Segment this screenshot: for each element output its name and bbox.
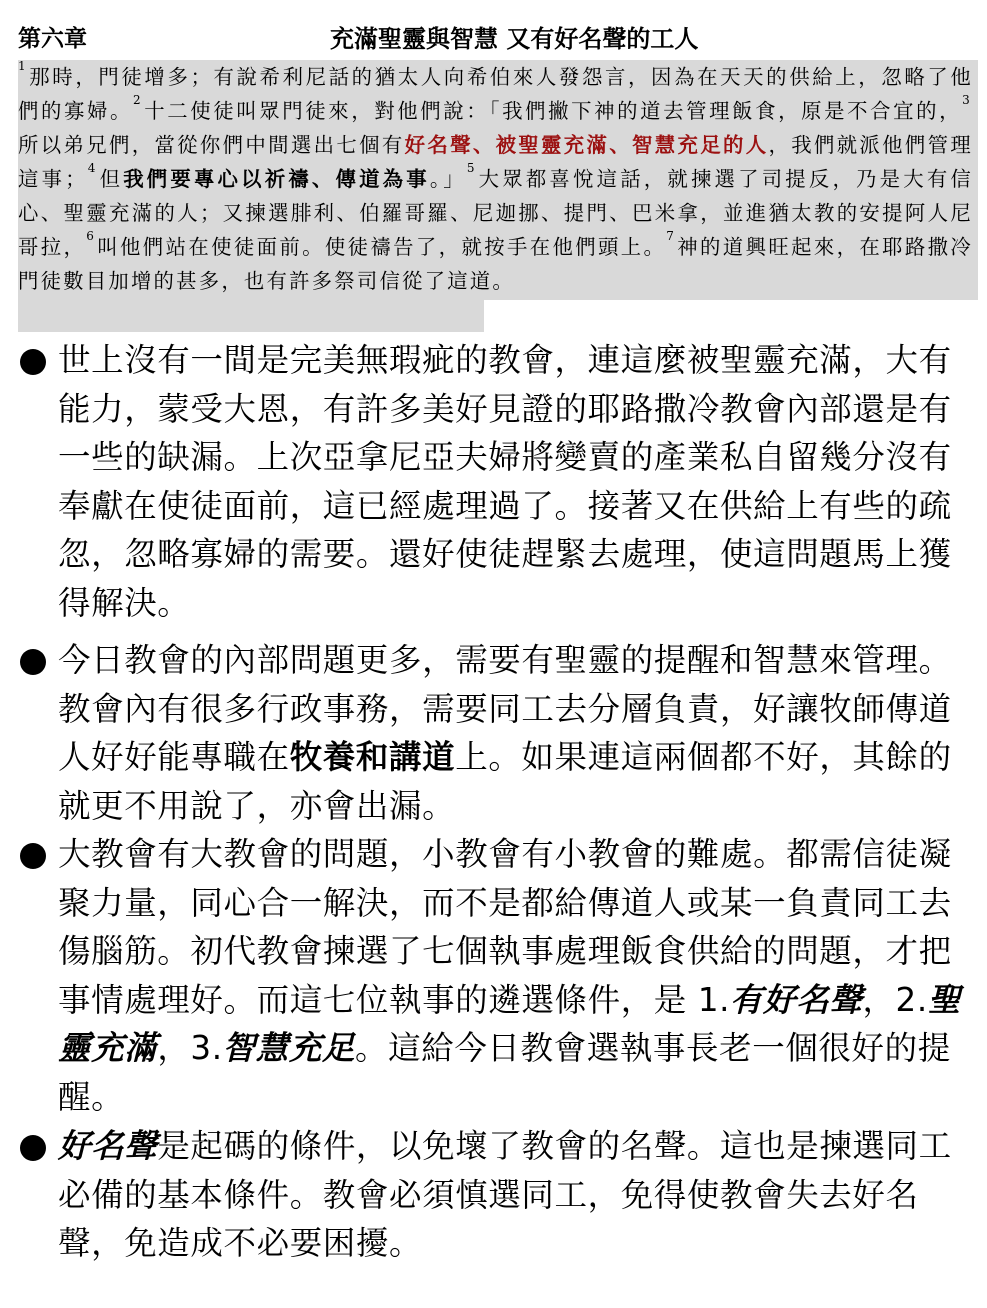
verse-number: 7 [666, 229, 677, 243]
verse-number: 6 [86, 229, 97, 243]
list-item-text-part: 大教會有大教會的問題，小教會有小教會的難處。都需信徒凝聚力量，同心合一解決，而不是都給傳道人或某一負責同工去傷腦筋。初代教會揀選了七個執事處理飯食供給的問題，才把事情處理好。而這七位執事的遴選條件，是 1. [58, 835, 952, 1019]
list-item-text-part: 今日教會的內部問題更多，需要有聖靈的提醒和智慧來管理。教會內有很多行政事務，需要同工去分層負責，好讓牧師傳道人好好能專職在 [58, 641, 952, 776]
verse-number: 2 [133, 93, 143, 107]
bullet-dot [20, 649, 46, 675]
verse-4-highlight: 我們要專心以祈禱、傳道為事 [123, 167, 430, 191]
verse-3-highlight: 好名聲、被聖靈充滿、智慧充足的人 [404, 133, 769, 157]
condition-3: 智慧充足 [222, 1029, 356, 1067]
verse-4-b: 。」 [429, 167, 467, 191]
emphasis-text: 好名聲 [58, 1127, 158, 1165]
bullet-dot [20, 1135, 46, 1161]
verse-3-b: ，我們就派他們管理這事； [18, 133, 973, 191]
list-item-text: 世上沒有一間是完美無瑕疵的教會，連這麼被聖靈充滿，大有能力，蒙受大恩，有許多美好見證的耶路撒冷教會內部還是有一些的缺漏。上次亞拿尼亞夫婦將變賣的產業私自留幾分沒有奉獻在使徒面前，這已經處理過了。接著又在供給上有些的疏忽，忽略寡婦的需要。還好使徒趕緊去處理，使這問題馬上獲得解決。 [58, 341, 952, 622]
list-item-text [58, 636, 966, 830]
verse-2: 十二使徒叫眾門徒來，對他們說：「我們撇下神的道去管理飯食，原是不合宜的， [143, 99, 963, 123]
verse-5: 大眾都喜悅這話，就揀選了司提反，乃是大有信心、聖靈充滿的人；又揀選腓利、伯羅哥羅、尼迦挪、提門、巴米拿，並進猶太教的安提阿人尼哥拉， [18, 167, 973, 259]
list-item-text-part: 是起碼的條件，以免壞了教會的名聲。這也是揀選同工必備的基本條件。教會必須慎選同工，免得使教會失去好名聲，免造成不必要困擾。 [58, 1127, 952, 1262]
list-item-text-part: ，3. [157, 1029, 223, 1067]
scripture-passage [18, 60, 978, 332]
bullet-dot [20, 349, 46, 375]
scripture-text [18, 60, 973, 298]
scripture-highlight-bg-tail [18, 300, 484, 332]
list-item-text-part: 。這給今日教會選執事長老一個很好的提醒。 [58, 1029, 951, 1116]
chapter-label: 第六章 [18, 25, 87, 52]
verse-1: 那時，門徒增多；有說希利尼話的猶太人向希伯來人發怨言，因為在天天的供給上，忽略了他們的寡婦。 [18, 65, 973, 123]
verse-number: 1 [18, 59, 28, 73]
verse-number: 3 [962, 93, 972, 107]
verse-4-a: 但 [98, 167, 124, 191]
list-item-text-part: ，2. [862, 980, 928, 1019]
bullet-dot [20, 843, 46, 869]
verse-7: 神的道興旺起來，在耶路撒冷門徒數目加增的甚多，也有許多祭司信從了這道。 [18, 235, 973, 293]
page-title: 充滿聖靈與智慧 又有好名聲的工人 [330, 24, 699, 53]
condition-1: 有好名聲 [730, 980, 863, 1019]
verse-number: 4 [87, 161, 98, 175]
list-item-text-part: 上。如果連這兩個都不好，其餘的就更不用說了，亦會出漏。 [58, 738, 952, 825]
verse-3-a: 所以弟兄們，當從你們中間選出七個有 [18, 133, 405, 157]
list-item-text [58, 1122, 966, 1268]
condition-2: 聖靈充滿 [58, 980, 961, 1067]
list-item-text [58, 830, 966, 1121]
verse-6: 叫他們站在使徒面前。使徒禱告了，就按手在他們頭上。 [97, 235, 667, 259]
page-header [18, 22, 968, 58]
verse-number: 5 [466, 161, 477, 175]
emphasis-text: 牧養和講道 [289, 738, 456, 776]
